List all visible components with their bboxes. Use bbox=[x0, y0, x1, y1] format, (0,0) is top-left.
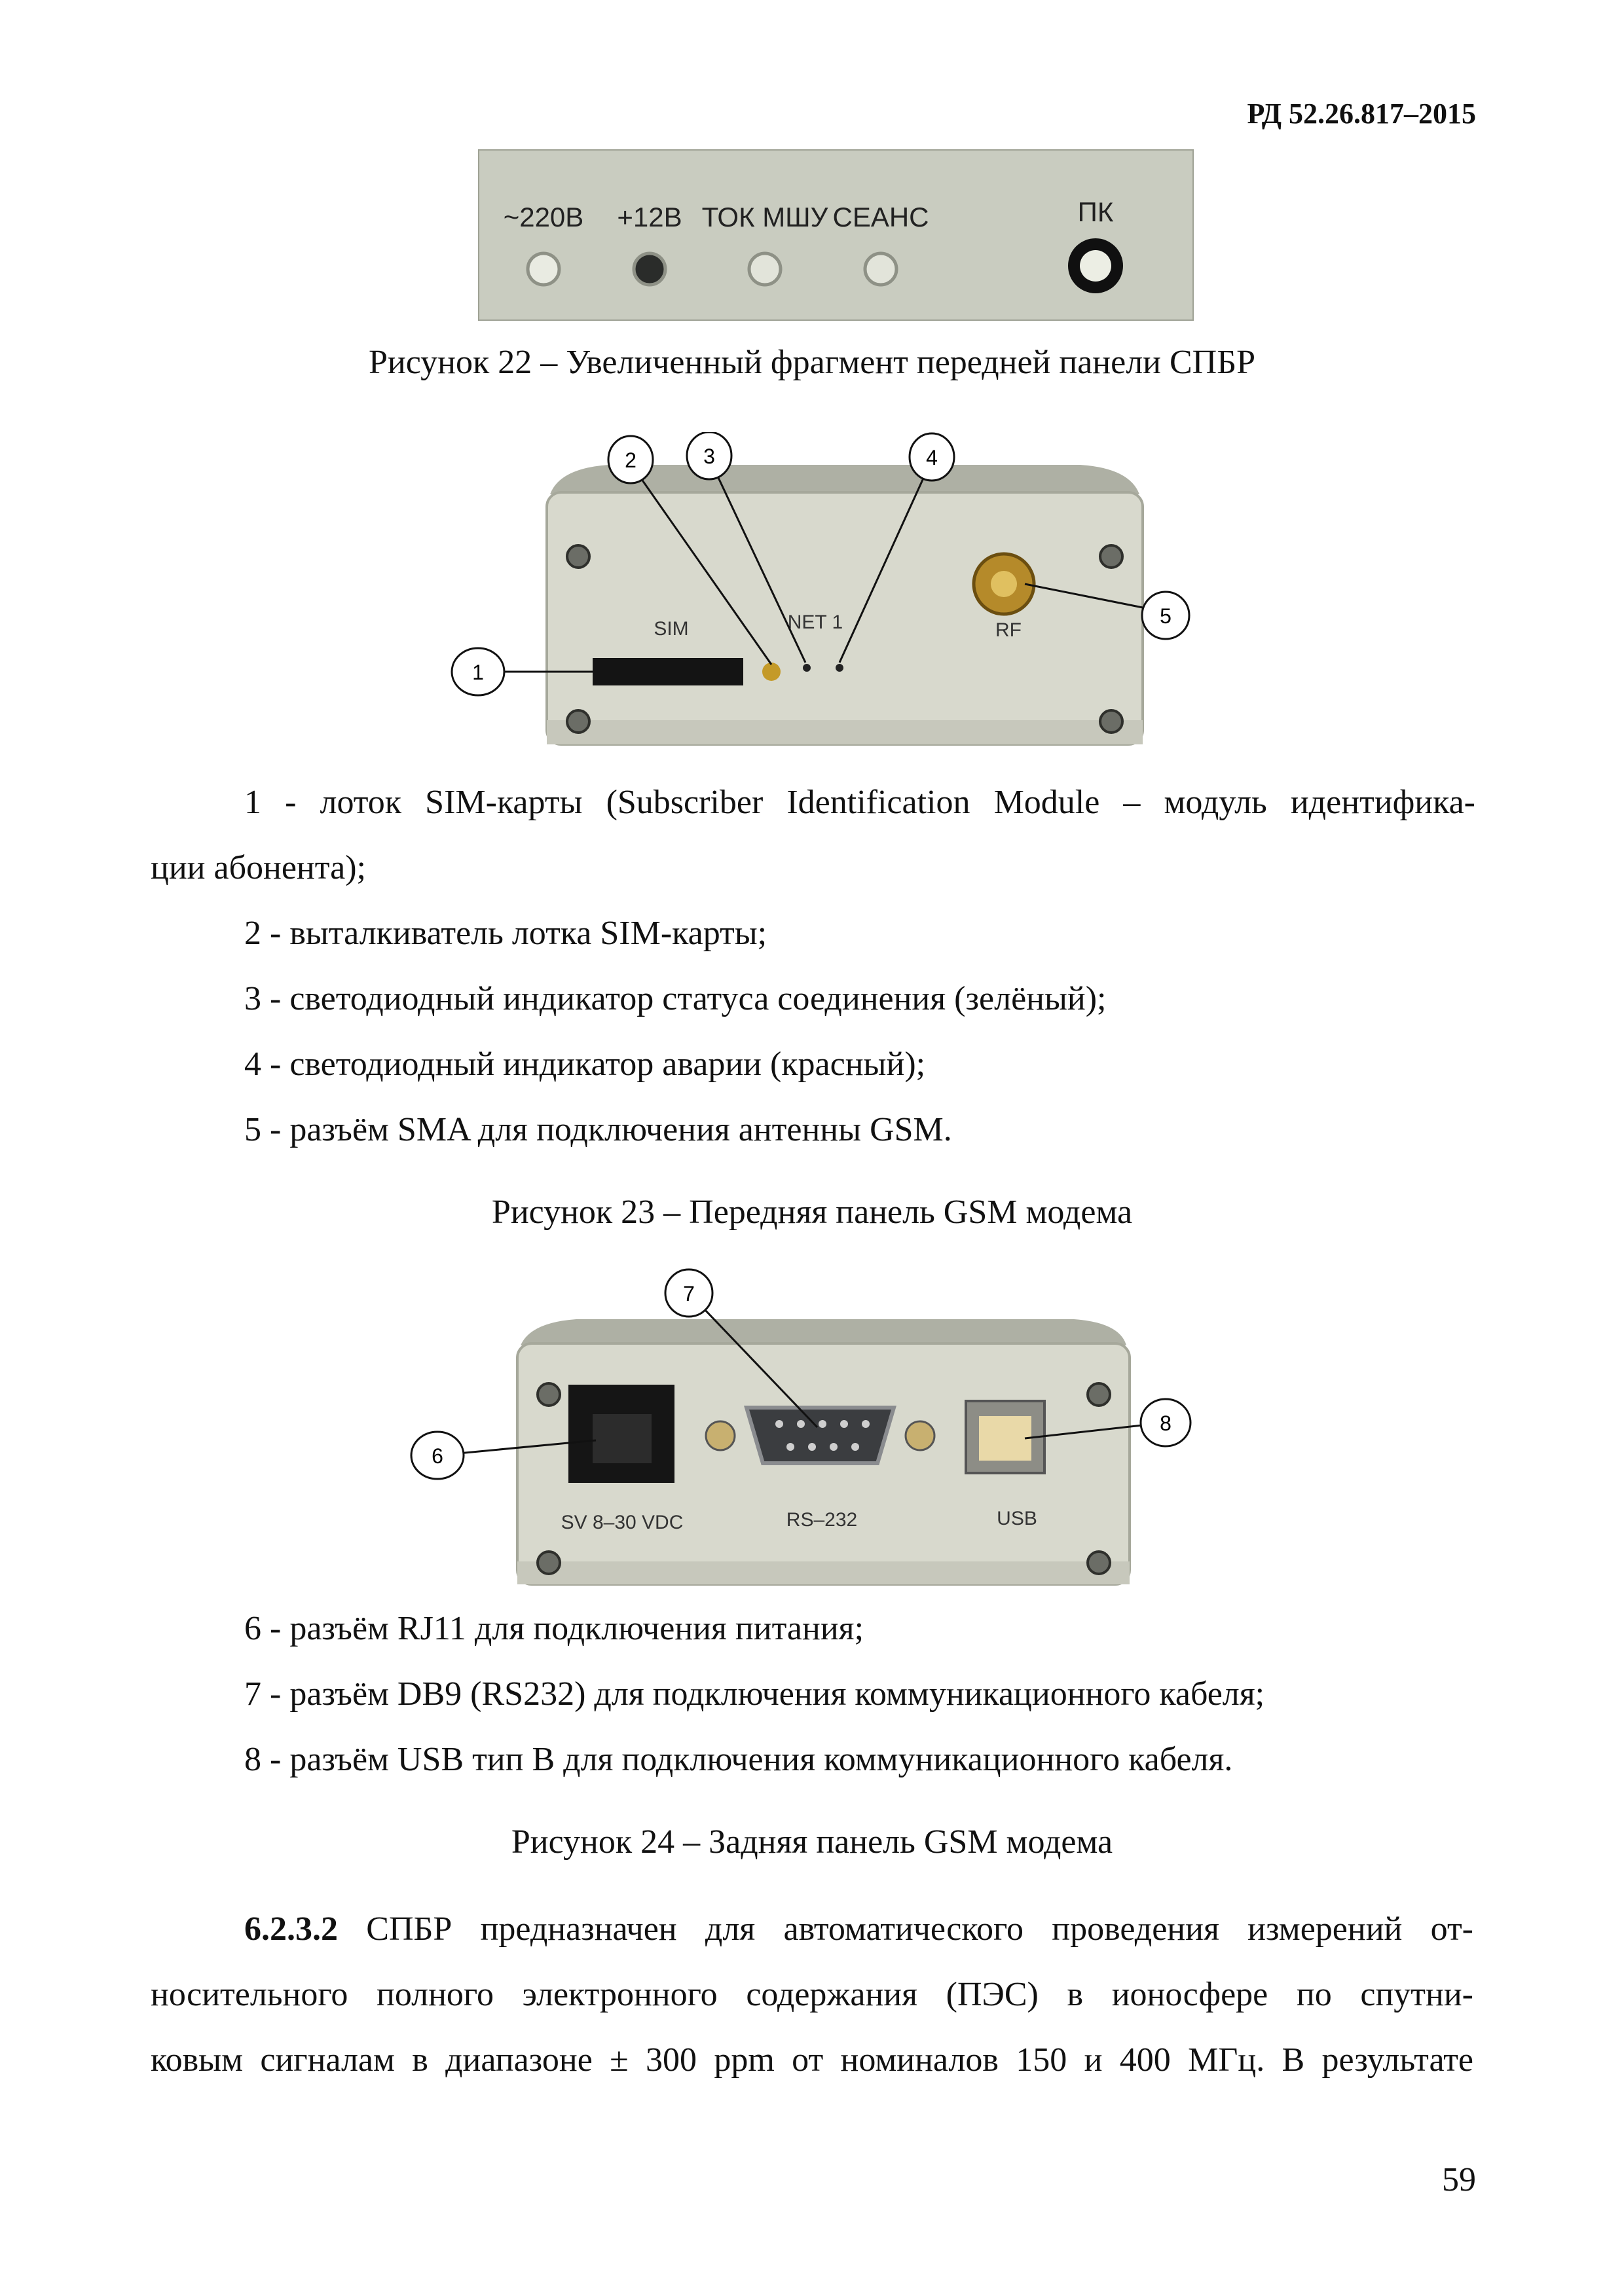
pk-button-center bbox=[1080, 250, 1111, 282]
paragraph-line-1 bbox=[151, 1897, 1473, 1962]
screw-bottom-right bbox=[1100, 710, 1122, 733]
led-status bbox=[803, 664, 811, 672]
callout-8: 8 bbox=[1160, 1412, 1172, 1435]
callout-3: 3 bbox=[703, 445, 715, 468]
label-220v: ~220В bbox=[503, 202, 584, 232]
figure-23-caption: Рисунок 23 – Передняя панель GSM модема bbox=[491, 1194, 1133, 1231]
led-tok-mshu bbox=[749, 253, 781, 285]
paragraph-line-1-text: СПБР предназначен для автоматического проведения измерений от- bbox=[338, 1910, 1473, 1948]
label-sim: SIM bbox=[654, 618, 689, 640]
screw-bottom-left bbox=[567, 710, 589, 733]
document-code: РД 52.26.817–2015 bbox=[1247, 98, 1476, 130]
callout-7: 7 bbox=[683, 1282, 695, 1305]
screw-top-left bbox=[538, 1383, 560, 1406]
fig24-legend-item-7: 7 - разъём DB9 (RS232) для подключения коммуникационного кабеля; bbox=[244, 1675, 1265, 1713]
fig23-legend-item-2: 2 - выталкиватель лотка SIM-карты; bbox=[244, 915, 767, 952]
fig23-legend-item-1-cont: ции абонента); bbox=[151, 849, 366, 886]
led-alarm bbox=[836, 664, 843, 672]
label-rs232: RS–232 bbox=[786, 1509, 858, 1531]
section-paragraph bbox=[151, 1897, 1473, 2093]
led-220v bbox=[528, 253, 559, 285]
fig24-legend-item-8: 8 - разъём USB тип B для подключения коммуникационного кабеля. bbox=[244, 1741, 1233, 1778]
label-pk: ПК bbox=[1077, 196, 1114, 227]
usb-b-socket bbox=[979, 1416, 1031, 1461]
led-12v bbox=[634, 253, 665, 285]
screw-bottom-right bbox=[1088, 1552, 1110, 1574]
screw-top-right bbox=[1100, 545, 1122, 568]
label-seans: СЕАНС bbox=[832, 202, 929, 232]
modem-bottom-rail bbox=[517, 1561, 1130, 1584]
panel-background bbox=[478, 149, 1194, 321]
fig24-legend-item-6: 6 - разъём RJ11 для подключения питания; bbox=[244, 1610, 864, 1647]
rj11-socket bbox=[593, 1414, 652, 1463]
callout-5: 5 bbox=[1160, 604, 1172, 628]
callout-2: 2 bbox=[625, 448, 637, 472]
fig23-legend-item-1: 1 - лоток SIM-карты (Subscriber Identification Module – модуль идентифика- bbox=[244, 784, 1475, 821]
paragraph-line-2: носительного полного электронного содержания (ПЭС) в ионосфере по спутни- bbox=[151, 1976, 1473, 2013]
label-power: SV 8–30 VDC bbox=[561, 1512, 684, 1533]
modem-front-panel bbox=[547, 492, 1143, 744]
figure-23-photo bbox=[439, 432, 1211, 753]
page-number: 59 bbox=[1442, 2161, 1476, 2198]
db9-screw-right bbox=[906, 1421, 934, 1450]
figure-24-caption: Рисунок 24 – Задняя панель GSM модема bbox=[511, 1823, 1113, 1861]
sim-eject-button bbox=[762, 663, 781, 681]
fig23-legend-item-5: 5 - разъём SMA для подключения антенны GSM. bbox=[244, 1111, 952, 1148]
callout-6: 6 bbox=[432, 1444, 443, 1468]
fig23-legend-item-4: 4 - светодиодный индикатор аварии (красный); bbox=[244, 1046, 926, 1083]
led-seans bbox=[865, 253, 896, 285]
modem-top bbox=[521, 1319, 1126, 1345]
callout-4: 4 bbox=[926, 446, 938, 469]
screw-top-right bbox=[1088, 1383, 1110, 1406]
screw-bottom-left bbox=[538, 1552, 560, 1574]
fig23-legend-item-3: 3 - светодиодный индикатор статуса соединения (зелёный); bbox=[244, 980, 1107, 1017]
section-number: 6.2.3.2 bbox=[244, 1910, 338, 1948]
sma-connector-core bbox=[991, 571, 1017, 597]
paragraph-line-3: ковым сигналам в диапазоне ± 300 ppm от номиналов 150 и 400 МГц. В результате bbox=[151, 2041, 1473, 2079]
figure-24-photo bbox=[406, 1267, 1231, 1591]
label-usb: USB bbox=[997, 1508, 1037, 1529]
label-12v: +12В bbox=[617, 202, 682, 232]
label-net: NET 1 bbox=[787, 611, 843, 633]
screw-top-left bbox=[567, 545, 589, 568]
sim-tray bbox=[593, 658, 743, 685]
figure-22-photo bbox=[478, 149, 1194, 321]
db9-connector bbox=[747, 1408, 894, 1463]
label-rf: RF bbox=[995, 619, 1022, 641]
db9-screw-left bbox=[706, 1421, 735, 1450]
callout-1: 1 bbox=[472, 661, 484, 684]
figure-22-caption: Рисунок 22 – Увеличенный фрагмент передней панели СПБР bbox=[368, 344, 1255, 381]
label-tok-mshu: ТОК МШУ bbox=[701, 202, 828, 232]
modem-bottom-rail bbox=[547, 720, 1143, 744]
